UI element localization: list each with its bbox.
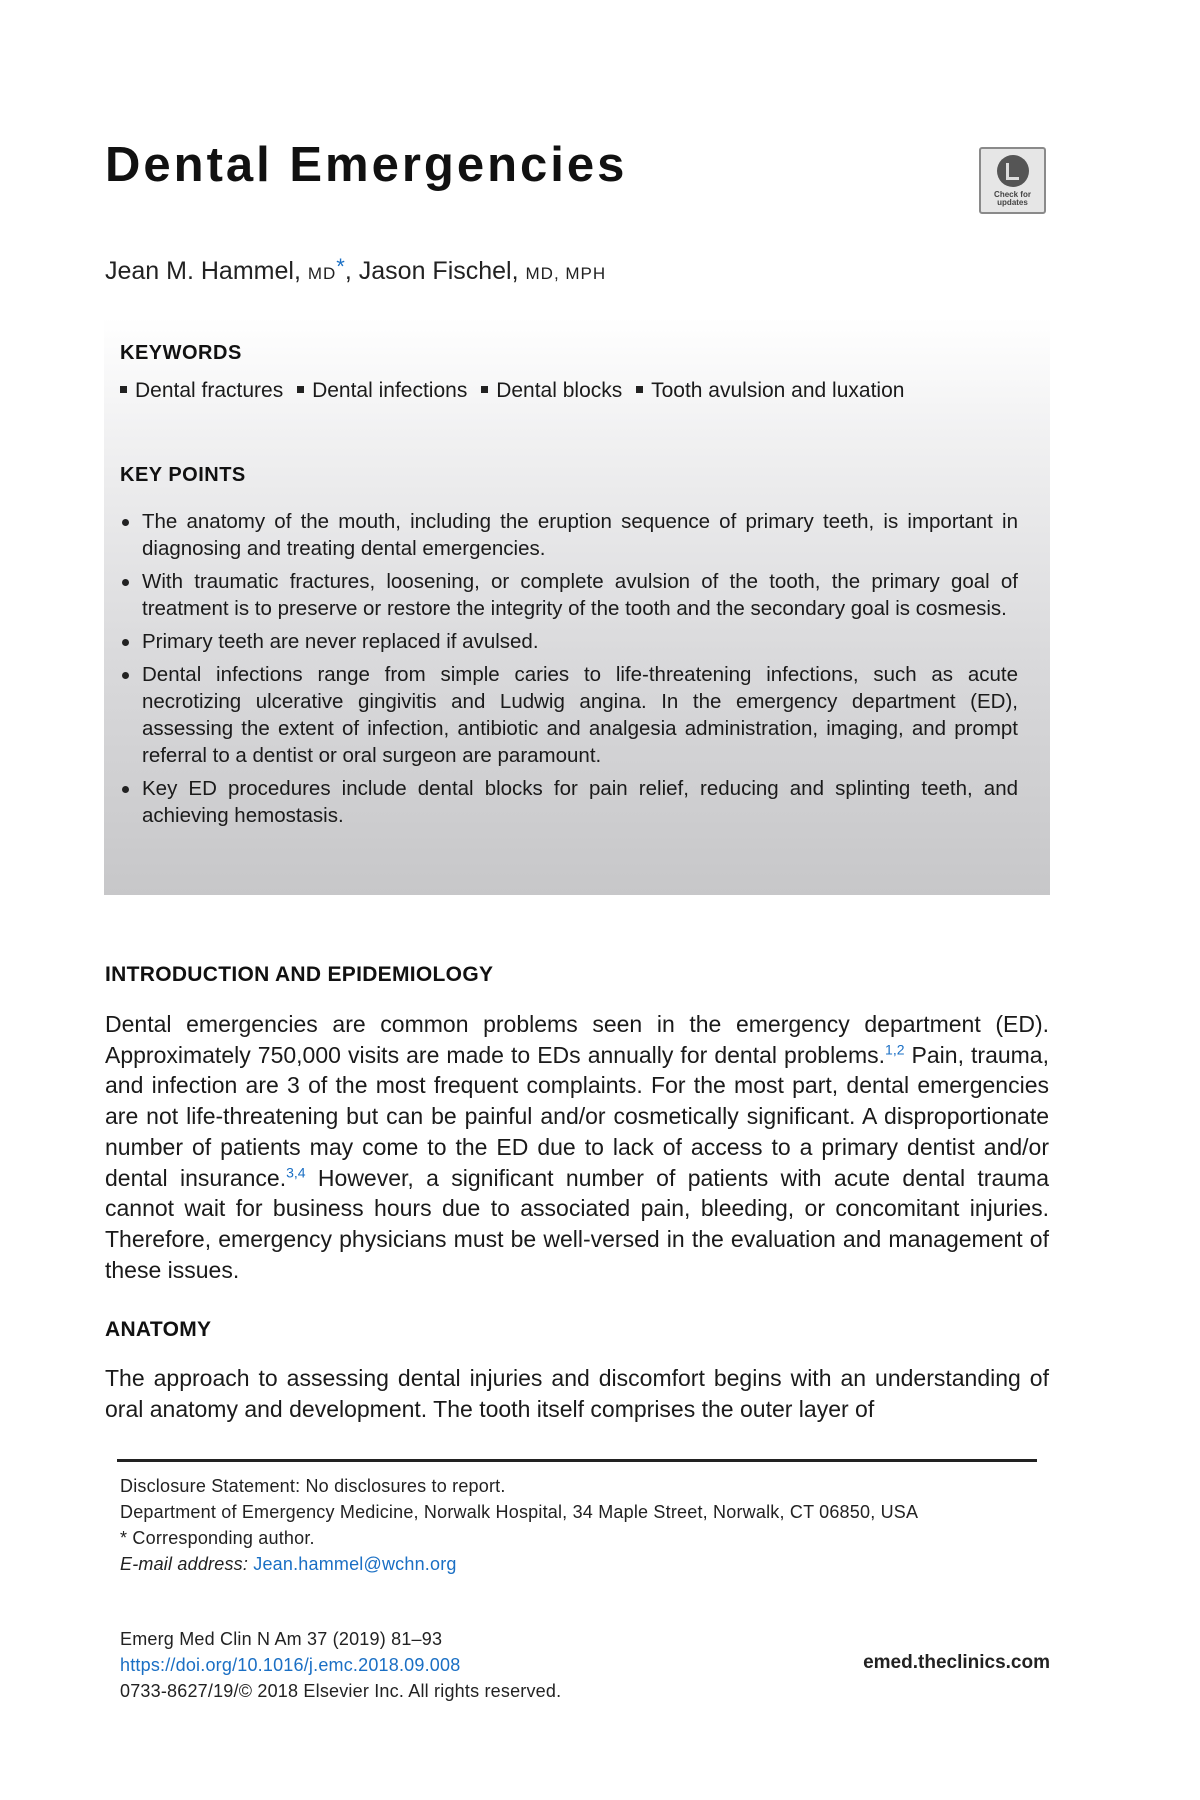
key-point-item: Key ED procedures include dental blocks for pain relief, reducing and splinting teeth, and achieving hemostasis. [120, 775, 1018, 829]
keyword-item: Tooth avulsion and luxation [628, 379, 904, 402]
corresponding-author-note: * Corresponding author. [120, 1528, 315, 1548]
square-bullet-icon [297, 386, 304, 393]
keywords-heading: KEYWORDS [120, 342, 242, 364]
keywords-list [120, 379, 904, 403]
author-line [105, 254, 606, 286]
anatomy-heading: ANATOMY [105, 1318, 212, 1341]
footnotes [120, 1473, 1035, 1577]
email-line: E-mail address: Jean.hammel@wchn.org [120, 1554, 457, 1574]
key-points-list [120, 508, 1018, 835]
citation-block [120, 1626, 720, 1704]
intro-paragraph: Dental emergencies are common problems seen in the emergency department (ED). Approximately 750,000 visits are made to EDs annually for dental problems.$^{1,2}$ Pain, trauma, and infection are 3 of the most frequent complaints. For the most part, dental emergencies are not life-threatening but can be painful and/or cosmetically significant. A disproportionate number of patients may come to the ED due to lack of access to a primary dentist and/or dental insurance.$^{3,4}$ However, a significant number of patients with acute dental trauma cannot wait for business hours due to associated pain, bleeding, or concomitant injuries. Therefore, emergency physicians must be well-versed in the evaluation and management of these issues. [105, 1011, 1049, 1283]
anatomy-paragraph: The approach to assessing dental injuries and discomfort begins with an understanding of oral anatomy and development. The tooth itself comprises the outer layer of [105, 1365, 1049, 1422]
doi-link[interactable]: https://doi.org/10.1016/j.emc.2018.09.008 [120, 1655, 461, 1675]
author-name: Jean M. Hammel, [105, 257, 301, 285]
check-for-updates-badge[interactable] [979, 147, 1046, 214]
square-bullet-icon [120, 386, 127, 393]
journal-citation: Emerg Med Clin N Am 37 (2019) 81–93 [120, 1629, 443, 1649]
key-points-heading: KEY POINTS [120, 464, 246, 486]
footnote-divider [117, 1459, 1037, 1462]
article-title: Dental Emergencies [105, 138, 628, 192]
department-address: Department of Emergency Medicine, Norwalk Hospital, 34 Maple Street, Norwalk, CT 06850, USA [120, 1502, 919, 1522]
intro-heading: INTRODUCTION AND EPIDEMIOLOGY [105, 963, 494, 986]
key-point-item: Dental infections range from simple caries to life-threatening infections, such as acute necrotizing ulcerative gingivitis and Ludwig angina. In the emergency department (ED), assessing the extent of infection, antibiotic and analgesia administration, imaging, and prompt referral to a dentist or oral surgeon are paramount. [120, 661, 1018, 769]
copyright-line: 0733-8627/19/© 2018 Elsevier Inc. All rights reserved. [120, 1681, 562, 1701]
keyword-item: Dental infections [289, 379, 467, 402]
email-link[interactable]: Jean.hammel@wchn.org [253, 1554, 457, 1574]
badge-label: Check for updates [994, 190, 1031, 207]
key-point-item: With traumatic fractures, loosening, or complete avulsion of the tooth, the primary goal of treatment is to preserve or restore the integrity of the tooth and the secondary goal is cosmesis. [120, 568, 1018, 622]
key-point-item: The anatomy of the mouth, including the eruption sequence of primary teeth, is important in diagnosing and treating dental emergencies. [120, 508, 1018, 562]
author-name: Jason Fischel, [358, 257, 519, 285]
author-separator: , [344, 257, 352, 285]
check-updates-icon [997, 155, 1029, 187]
keywords-keypoints-box [104, 318, 1050, 895]
author-degree: MD [307, 264, 337, 283]
keyword-item: Dental fractures [120, 379, 283, 402]
square-bullet-icon [636, 386, 643, 393]
reference-link[interactable]: 3,4 [286, 1163, 306, 1180]
square-bullet-icon [481, 386, 488, 393]
disclosure-statement: Disclosure Statement: No disclosures to report. [120, 1476, 506, 1496]
reference-link[interactable]: 1,2 [885, 1041, 905, 1058]
corresponding-author-marker[interactable]: * [336, 254, 345, 279]
journal-website[interactable]: emed.theclinics.com [863, 1652, 1050, 1673]
keyword-item: Dental blocks [473, 379, 622, 402]
author-degree: MD, MPH [525, 264, 607, 283]
key-point-item: Primary teeth are never replaced if avulsed. [120, 628, 1018, 655]
